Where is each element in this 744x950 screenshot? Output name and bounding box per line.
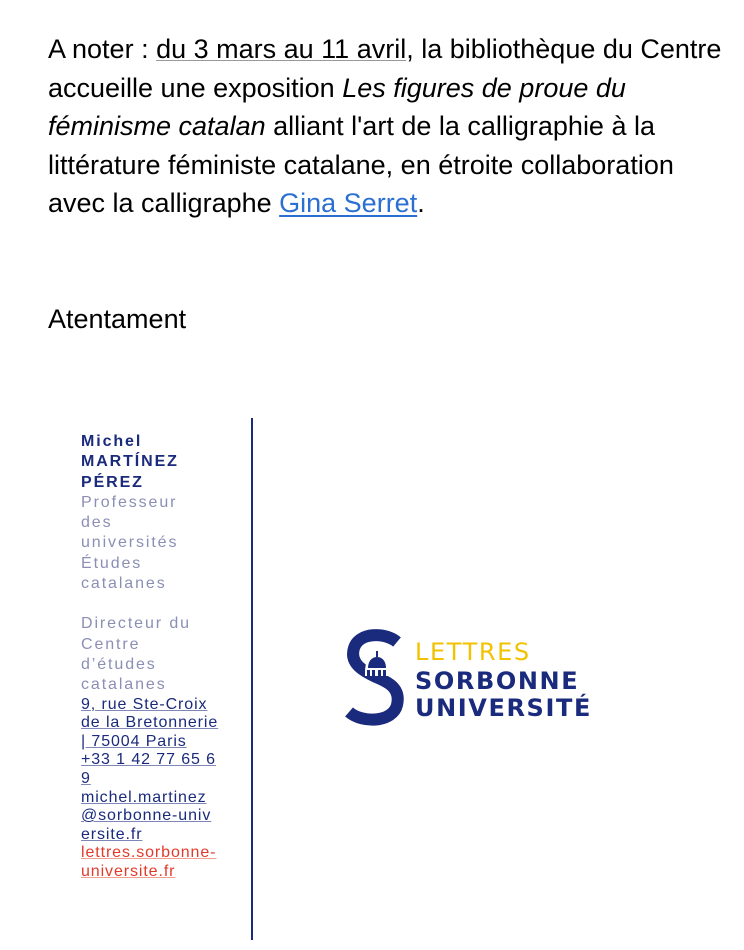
signature-title-line: des bbox=[81, 514, 113, 532]
signature-title-line: Études bbox=[81, 554, 143, 572]
lettres-sorbonne-logo bbox=[345, 628, 592, 728]
signature-role-line: Centre bbox=[81, 635, 141, 653]
date-range-link[interactable]: du 3 mars au 11 avril bbox=[156, 34, 407, 64]
message-intro: A noter : bbox=[48, 34, 157, 64]
logo-text-sorbonne: SORBONNE bbox=[415, 667, 580, 695]
email-link[interactable]: michel.martinez@sorbonne-universite.fr bbox=[81, 788, 212, 843]
signature-title-line: catalanes bbox=[81, 575, 167, 593]
signature-role-line: catalanes bbox=[81, 676, 167, 694]
logo-text-universite: UNIVERSITÉ bbox=[415, 694, 592, 722]
closing-text: Atentament bbox=[48, 304, 187, 334]
message-end: . bbox=[417, 188, 425, 218]
message-text: , la bibliothèque du Centre accueille une exposition bbox=[48, 34, 722, 103]
message-text-2: alliant l'art de la calligraphie à la littérature féministe catalane, en étroite collaboration avec la calligraphe bbox=[48, 111, 674, 218]
sorbonne-s-icon bbox=[345, 628, 407, 728]
signature-name-last: MARTÍNEZ bbox=[81, 453, 179, 471]
website-link[interactable]: lettres.sorbonne-universite.fr bbox=[81, 844, 217, 880]
signature-divider bbox=[251, 418, 253, 940]
message-body bbox=[48, 30, 728, 223]
signature-name-last-2: PÉREZ bbox=[81, 473, 144, 491]
signature-role-line: Directeur du bbox=[81, 615, 191, 633]
address-link[interactable]: 9, rue Ste-Croix de la Bretonnerie | 75004 Paris bbox=[81, 695, 219, 750]
email-signature bbox=[81, 432, 221, 882]
signature-role-line: d’études bbox=[81, 655, 157, 673]
signature-title-line: universités bbox=[81, 534, 179, 552]
phone-link[interactable]: +33 1 42 77 65 69 bbox=[81, 751, 216, 787]
logo-text-lettres: LETTRES bbox=[415, 638, 531, 666]
signature-name-first: Michel bbox=[81, 433, 143, 450]
artist-link[interactable]: Gina Serret bbox=[279, 188, 418, 218]
exhibition-title: Les figures de proue du féminisme catalan bbox=[48, 72, 626, 141]
signature-spacer bbox=[81, 594, 221, 614]
signature-title-line: Professeur bbox=[81, 493, 178, 511]
